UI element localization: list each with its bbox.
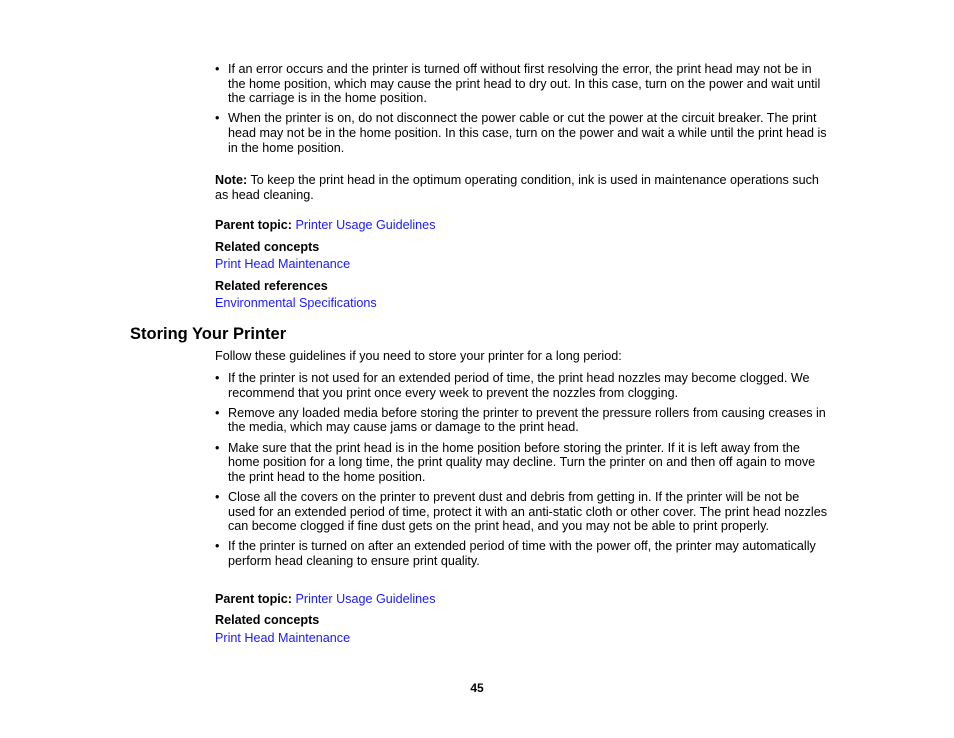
section-heading: Storing Your Printer	[130, 325, 287, 343]
storing-related-concepts-label: Related concepts	[215, 613, 320, 627]
top-bullet-list	[215, 62, 827, 155]
page-number: 45	[470, 681, 484, 695]
bullet-glyph: •	[215, 371, 220, 385]
related-references-label: Related references	[215, 279, 328, 293]
list-item	[215, 62, 827, 106]
list-item-text: When the printer is on, do not disconnect the power cable or cut the power at the circuit breaker. The print head may not be in the home position. In this case, turn on the power and wait a while until the print head is in the home position.	[228, 111, 827, 155]
section-intro: Follow these guidelines if you need to store your printer for a long period:	[215, 349, 622, 363]
list-item	[215, 371, 827, 400]
bullet-glyph: •	[215, 62, 220, 76]
related-concepts-line	[215, 257, 827, 272]
related-concepts-link[interactable]: Print Head Maintenance	[215, 631, 351, 645]
parent-topic-label: Parent topic:	[215, 592, 292, 606]
related-concepts-label: Related concepts	[215, 240, 320, 254]
list-item	[215, 111, 827, 155]
storing-parent-topic-line	[215, 592, 827, 607]
list-item-text: Close all the covers on the printer to prevent dust and debris from getting in. If the printer will be not be used for an extended period of time, protect it with an anti-static cloth or other cover. The print head nozzles can become clogged if fine dust gets on the print head, and you may not be able to print properly.	[228, 489, 828, 534]
storing-related-concepts-line	[215, 631, 827, 646]
list-item-text: If the printer is not used for an extended period of time, the print head nozzles may become clogged. We recommend that you print once every week to prevent the nozzles from clogging.	[228, 371, 810, 400]
list-item-text: If the printer is turned on after an extended period of time with the power off, the printer may automatically perform head cleaning to ensure print quality.	[228, 539, 816, 568]
top-bullet-list-block	[215, 62, 827, 155]
note-text: To keep the print head in the optimum operating condition, ink is used in maintenance operations such as head cleaning.	[215, 173, 819, 202]
parent-topic-line	[215, 218, 827, 233]
note-paragraph	[215, 173, 827, 202]
related-concepts-link[interactable]: Print Head Maintenance	[215, 257, 351, 271]
parent-topic-label: Parent topic:	[215, 218, 292, 232]
list-item-text: If an error occurs and the printer is turned off without first resolving the error, the print head may not be in the home position, which may cause the print head to dry out. In this case, turn on the power and wait until the carriage is in the home position.	[228, 62, 821, 106]
bullet-glyph: •	[215, 440, 220, 455]
list-item-text: Remove any loaded media before storing the printer to prevent the pressure rollers from causing creases in the media, which may cause jams or damage to the print head.	[228, 405, 826, 435]
bullet-glyph: •	[215, 539, 220, 554]
parent-topic-link[interactable]: Printer Usage Guidelines	[295, 218, 436, 232]
list-item	[215, 490, 827, 534]
parent-topic-link[interactable]: Printer Usage Guidelines	[295, 592, 436, 606]
related-references-line	[215, 296, 827, 311]
list-item-text: Make sure that the print head is in the home position before storing the printer. If it is left away from the home position for a long time, the print quality may decline. Turn the printer on and then off again to move the print head to the home position.	[228, 440, 816, 484]
storing-bullet-list-block	[215, 371, 827, 569]
bullet-glyph: •	[215, 405, 220, 420]
related-references-link[interactable]: Environmental Specifications	[215, 296, 377, 310]
list-item	[215, 406, 827, 435]
bullet-glyph: •	[215, 489, 220, 504]
list-item	[215, 441, 827, 485]
list-item	[215, 539, 827, 568]
bullet-glyph: •	[215, 111, 220, 126]
note-label: Note:	[215, 173, 248, 187]
storing-bullet-list	[215, 371, 827, 569]
